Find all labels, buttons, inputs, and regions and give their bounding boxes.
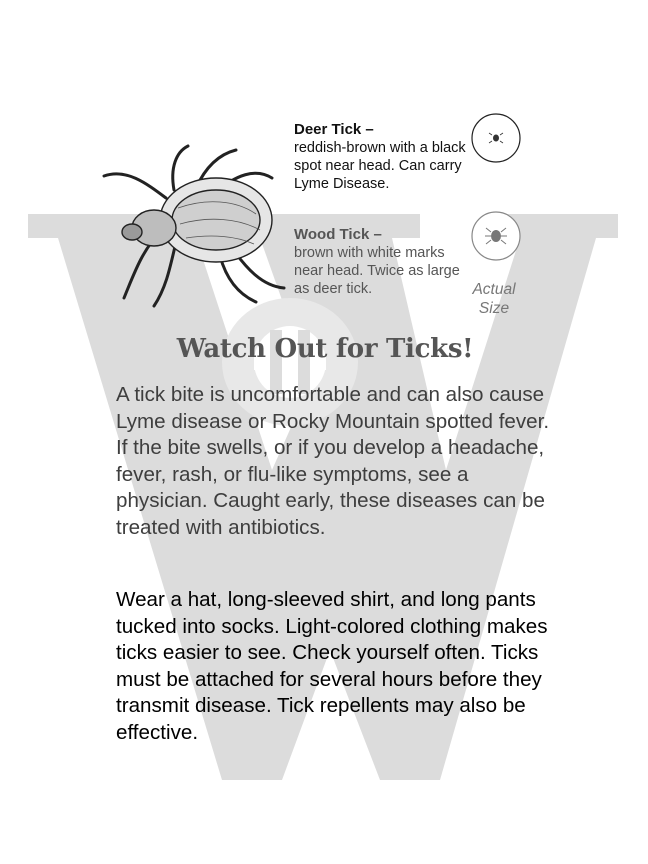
wood-tick-actual-size-icon <box>470 210 522 262</box>
deer-tick-caption <box>294 121 484 193</box>
body-paragraph-2: Wear a hat, long-sleeved shirt, and long pants tucked into socks. Light-colored clothing makes ticks easier to see. Check yourself often. Ticks must be attached for several hours before they transmit disease. Tick repellents may also be effective. <box>116 588 548 744</box>
wood-tick-name: Wood Tick – <box>294 226 382 243</box>
wood-tick-caption <box>294 226 469 298</box>
actual-size-line-1: Actual <box>472 281 516 298</box>
deer-tick-description: reddish-brown with a black spot near head. Can carry Lyme Disease. <box>294 140 466 192</box>
deer-tick-name: Deer Tick – <box>294 121 374 138</box>
actual-size-line-2: Size <box>478 300 510 317</box>
page-title: Watch Out for Ticks! <box>176 334 474 364</box>
wood-tick-description: brown with white marks near head. Twice as large as deer tick. <box>294 245 460 297</box>
tick-illustration <box>96 138 292 308</box>
body-paragraph-1: A tick bite is uncomfortable and can also cause Lyme disease or Rocky Mountain spotted fever. If the bite swells, or if you develop a headache, fever, rash, or flu-like symptoms, see a physician. Caught early, these diseases can be treated with antibiotics. <box>116 383 550 539</box>
deer-tick-actual-size-icon <box>470 112 522 164</box>
actual-size-label <box>462 280 526 318</box>
